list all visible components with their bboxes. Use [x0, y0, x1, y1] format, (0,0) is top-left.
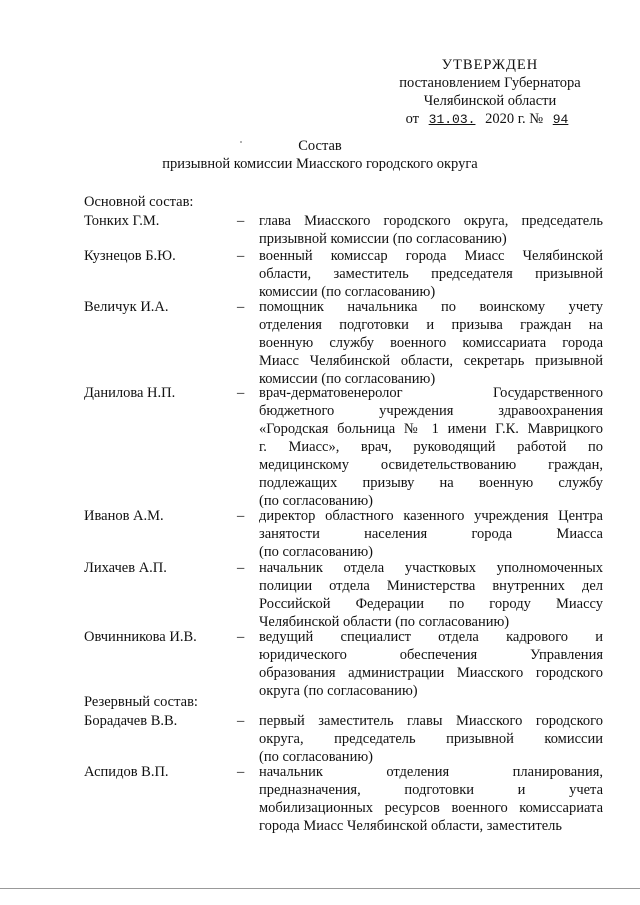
member-position-line: округа (по согласованию) [259, 683, 418, 699]
member-position-line: (по согласованию) [259, 493, 373, 509]
member-dash: – [237, 560, 245, 576]
member-position [259, 384, 603, 510]
member-position-line: Миасс Челябинской области, секретарь призывной [259, 353, 603, 369]
member-dash: – [237, 213, 245, 229]
member-position-line: занятости населения города Миасса [259, 526, 603, 542]
approval-block [392, 56, 588, 129]
member-dash: – [237, 713, 245, 729]
member-position-line: помощник начальника по воинскому учету [259, 299, 603, 315]
member-position [259, 763, 603, 835]
member-position-line: комиссии (по согласованию) [259, 284, 436, 300]
member-position-line: первый заместитель главы Миасского городского [259, 713, 603, 729]
member-position-line: подлежащих призыву на военную службу [259, 475, 603, 491]
member-position-line: мобилизационных ресурсов военного комиссариата [259, 800, 603, 816]
member-name: Аспидов В.П. [84, 764, 169, 780]
member-dash: – [237, 385, 245, 401]
page-bottom-edge [0, 888, 640, 889]
member-position-line: Российской Федерации по городу Миассу [259, 596, 603, 612]
member-name: Данилова Н.П. [84, 385, 176, 401]
member-position-line: отделения подготовки и призыва граждан на [259, 317, 603, 333]
member-position-line: округа, председатель призывной комиссии [259, 731, 603, 747]
from-label: от [405, 111, 420, 127]
decree-year: 2020 г. № [485, 111, 544, 127]
member-position-line: предназначения, подготовки и учета [259, 782, 603, 798]
member-position-line: «Городская больница № 1 имени Г.К. Маврицкого [259, 421, 603, 437]
member-name: Тонких Г.М. [84, 213, 160, 229]
member-position-line: ведущий специалист отдела кадрового и [259, 629, 603, 645]
decree-date: 31.03. [428, 112, 476, 127]
approved-heading: УТВЕРЖДЕН [441, 57, 539, 73]
member-position-line: медицинскому освидетельствованию граждан, [259, 457, 603, 473]
reserve-composition-heading: Резервный состав: [84, 694, 198, 710]
main-composition-heading: Основной состав: [84, 194, 194, 210]
member-dash: – [237, 508, 245, 524]
member-position [259, 507, 603, 561]
member-position-line: военную службу военного комиссариата города [259, 335, 603, 351]
member-name: Кузнецов Б.Ю. [84, 248, 176, 264]
approval-date-line [392, 110, 588, 129]
member-name: Борадачев В.В. [84, 713, 178, 729]
member-position-line: г. Миасс», врач, руководящий работой по [259, 439, 603, 455]
approval-line-3: Челябинской области [423, 93, 557, 109]
member-position-line: (по согласованию) [259, 749, 373, 765]
member-position [259, 559, 603, 631]
title-line-2: призывной комиссии Миасского городского округа [162, 156, 478, 172]
member-dash: – [237, 764, 245, 780]
member-position [259, 712, 603, 766]
member-name: Иванов А.М. [84, 508, 164, 524]
member-position-line: Челябинской области (по согласованию) [259, 614, 510, 630]
member-position-line: начальник отделения планирования, [259, 764, 603, 780]
member-dash: – [237, 629, 245, 645]
member-position [259, 298, 603, 388]
member-position-line: глава Миасского городского округа, председатель [259, 213, 603, 229]
member-name: Лихачев А.П. [84, 560, 167, 576]
member-position-line: (по согласованию) [259, 544, 373, 560]
member-dash: – [237, 299, 245, 315]
decree-number: 94 [552, 112, 569, 127]
title-line-1: Состав [298, 138, 342, 154]
member-position-line: врач-дерматовенеролог Государственного [259, 385, 603, 401]
member-position-line: города Миасс Челябинской области, заместитель [259, 818, 562, 834]
member-position-line: комиссии (по согласованию) [259, 371, 436, 387]
member-position-line: военный комиссар города Миасс Челябинской [259, 248, 603, 264]
document-title [0, 137, 640, 173]
member-position [259, 247, 603, 301]
member-position-line: директор областного казенного учреждения Центра [259, 508, 603, 524]
member-position-line: образования администрации Миасского городского [259, 665, 603, 681]
approval-line-2: постановлением Губернатора [399, 75, 581, 91]
member-position-line: юридического обеспечения Управления [259, 647, 603, 663]
member-position-line: полиции отдела Министерства внутренних дел [259, 578, 603, 594]
member-position [259, 212, 603, 248]
member-position-line: области, заместитель председателя призывной [259, 266, 603, 282]
member-name: Величук И.А. [84, 299, 169, 315]
member-name: Овчинникова И.В. [84, 629, 197, 645]
member-position-line: бюджетного учреждения здравоохранения [259, 403, 603, 419]
member-position-line: призывной комиссии (по согласованию) [259, 231, 507, 247]
member-dash: – [237, 248, 245, 264]
member-position [259, 628, 603, 700]
member-position-line: начальник отдела участковых уполномоченных [259, 560, 603, 576]
